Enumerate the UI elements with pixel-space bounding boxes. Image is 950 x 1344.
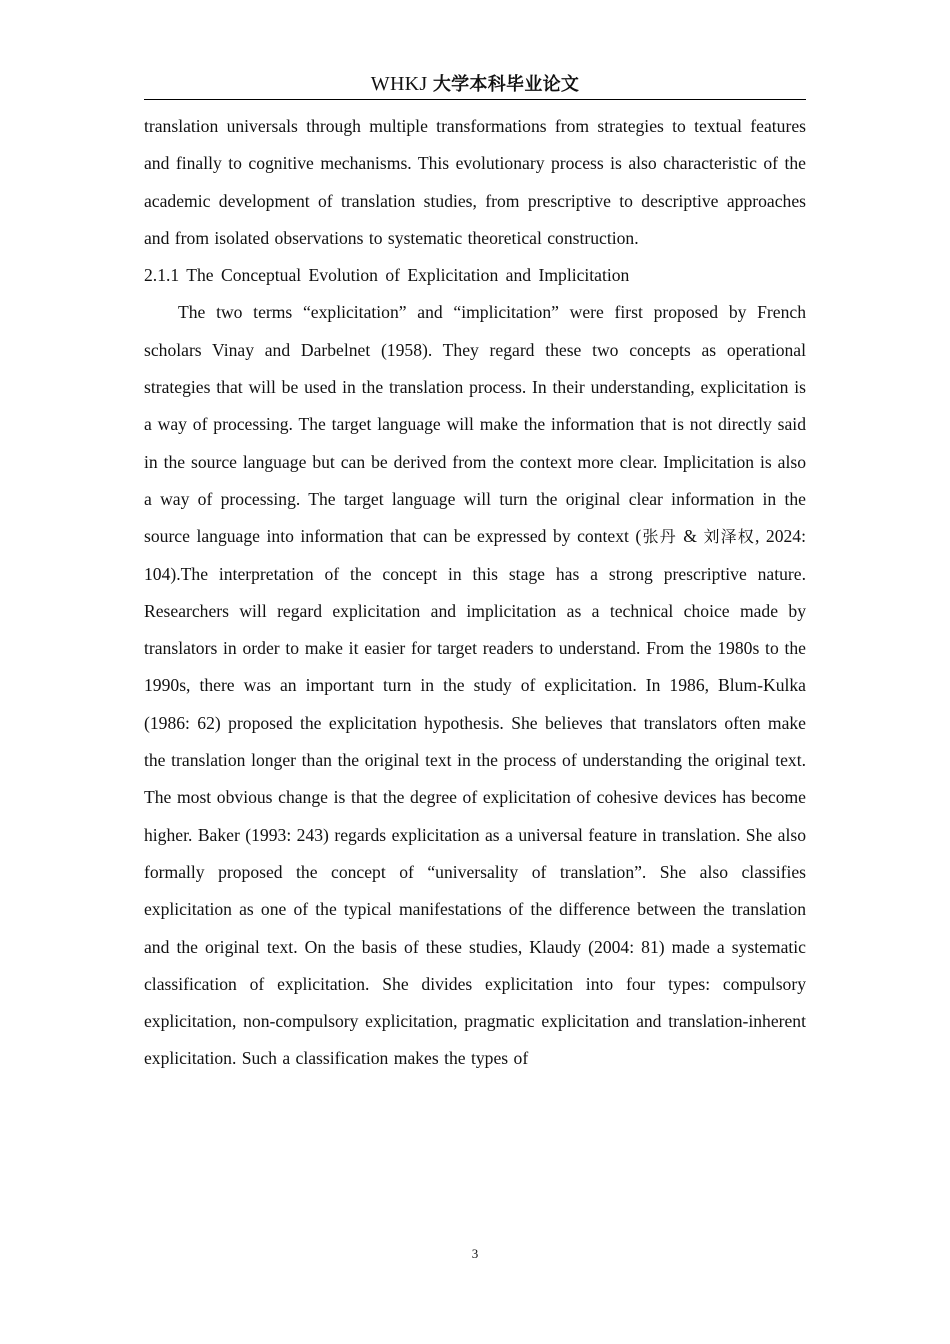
header-title-chinese: 大学本科毕业论文 <box>432 74 580 95</box>
paragraph-text-part-2: , 2024: 104).The interpretation of the concept in this stage has a strong prescriptive nature. Researchers will regard explicitation and implicitation as a technical choice made by translators in order to make it easier for target readers to understand. From the 1980s to the 1990s, there was an important turn in the study of explicitation. In 1986, Blum-Kulka (1986: 62) proposed the explicitation hypothesis. She believes that translators often make the translation longer than the original text in the process of understanding the original text. The most obvious change is that the degree of explicitation of cohesive devices has become higher. Baker (1993: 243) regards explicitation as a universal feature in translation. She also formally proposed the concept of “universality of translation”. She also classifies explicitation as one of the typical manifestations of the difference between the translation and the original text. On the basis of these studies, Klaudy (2004: 81) made a systematic classification of explicitation. She divides explicitation into four types: compulsory explicitation, non-compulsory explicitation, pragmatic explicitation and translation-inherent explicitation. Such a classification makes the types of <box>144 526 806 1069</box>
paragraph-text-part-1: The two terms “explicitation” and “implicitation” were first proposed by French scholars Vinay and Darbelnet (1958). They regard these two concepts as operational strategies that will be used in the translation process. In their understanding, explicitation is a way of processing. The target language will make the information that is not directly said in the source language but can be derived from the context more clear. Implicitation is also a way of processing. The target language will turn the original clear information in the source language into information that can be expressed by context ( <box>144 302 806 547</box>
header-title-latin: WHKJ <box>370 73 428 95</box>
citation-ampersand: & <box>676 526 704 547</box>
citation-author-1: 张丹 <box>641 527 677 547</box>
section-heading: 2.1.1 The Conceptual Evolution of Explicitation and Implicitation <box>144 265 630 286</box>
paragraph-continuation: translation universals through multiple transformations from strategies to textual features and finally to cognitive mechanisms. This evolutionary process is also characteristic of the academic development of translation studies, from prescriptive to descriptive approaches and from isolated observations to systematic theoretical construction. <box>144 116 806 248</box>
citation-author-2: 刘泽权 <box>703 527 755 547</box>
document-body <box>144 108 806 1078</box>
page-number: 3 <box>471 1246 479 1261</box>
page-header <box>144 70 806 100</box>
paragraph-main <box>144 294 806 1077</box>
